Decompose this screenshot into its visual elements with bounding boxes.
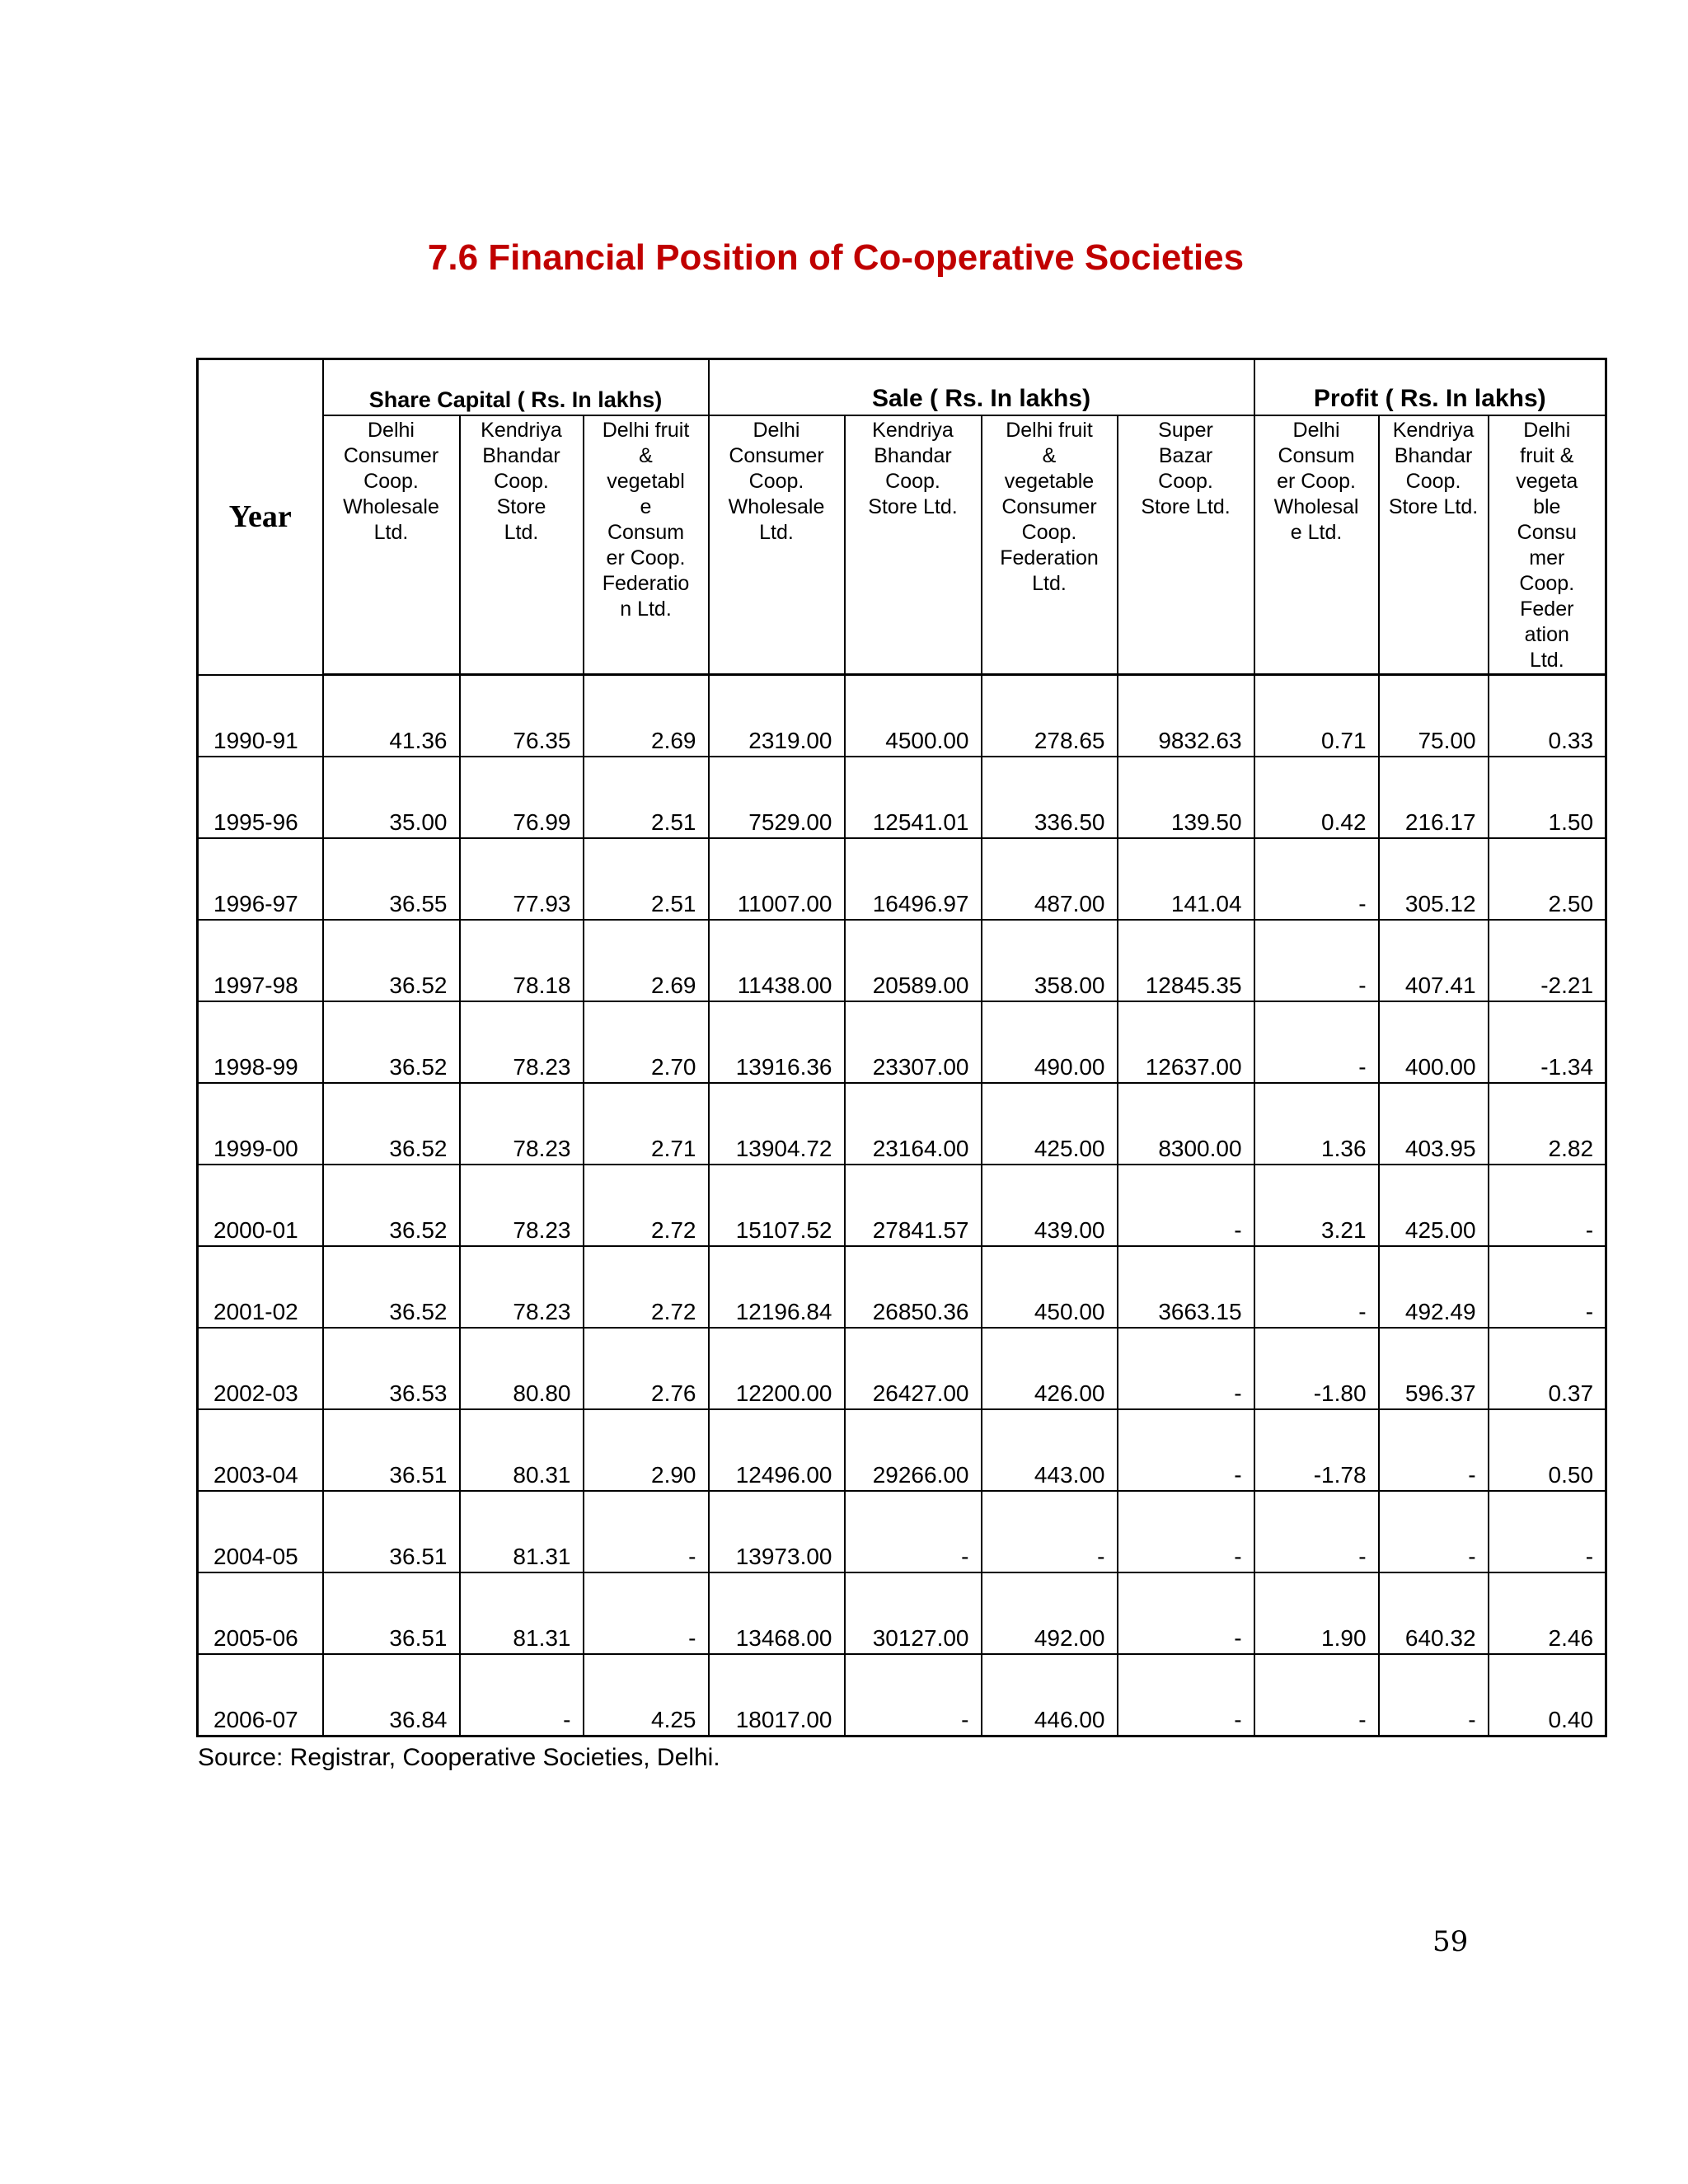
value-cell: - [1254, 1654, 1379, 1736]
group-header-row [198, 359, 1606, 416]
column-header-line: vegetable [1004, 470, 1095, 493]
value-cell: 12496.00 [709, 1409, 845, 1491]
value-cell: 358.00 [982, 920, 1118, 1001]
value-cell: 16496.97 [845, 838, 982, 920]
column-header-line: er Coop. [1277, 470, 1356, 493]
value-cell: 450.00 [982, 1246, 1118, 1328]
table-row [198, 1001, 1606, 1083]
value-cell: 0.33 [1489, 675, 1606, 757]
value-cell: 7529.00 [709, 757, 845, 838]
column-header-line: Ltd. [1529, 649, 1564, 672]
value-cell: 0.42 [1254, 757, 1379, 838]
column-header-line: Delhi [368, 419, 415, 442]
value-cell: -1.78 [1254, 1409, 1379, 1491]
value-cell: 15107.52 [709, 1165, 845, 1246]
value-cell: 596.37 [1379, 1328, 1489, 1409]
value-cell: 78.23 [460, 1246, 584, 1328]
column-header-line: Bhandar [1394, 444, 1473, 467]
value-cell: - [1379, 1654, 1489, 1736]
column-header-line: e [640, 495, 652, 518]
value-cell: 487.00 [982, 838, 1118, 920]
value-cell: 36.52 [323, 1083, 460, 1165]
value-cell: 76.35 [460, 675, 584, 757]
value-cell: 80.31 [460, 1409, 584, 1491]
column-header-line: Coop. [1519, 572, 1575, 595]
value-cell: 3.21 [1254, 1165, 1379, 1246]
column-header-line: Federatio [602, 572, 690, 595]
value-cell: 26427.00 [845, 1328, 982, 1409]
value-cell: 12196.84 [709, 1246, 845, 1328]
value-cell: 490.00 [982, 1001, 1118, 1083]
value-cell: 78.23 [460, 1083, 584, 1165]
value-cell: 36.52 [323, 1001, 460, 1083]
column-header-line: Coop. [494, 470, 549, 493]
value-cell: 29266.00 [845, 1409, 982, 1491]
year-cell: 2003-04 [198, 1409, 323, 1491]
value-cell: - [1489, 1491, 1606, 1572]
page-title-text: 7.6 Financial Position of Co-operative Societies [427, 237, 1245, 278]
column-header-line: Kendriya [1392, 419, 1475, 442]
value-cell: 75.00 [1379, 675, 1489, 757]
column-header-line: Coop. [1158, 470, 1213, 493]
value-cell: - [1118, 1654, 1254, 1736]
column-header-line: Ltd. [373, 521, 409, 544]
table-row [198, 1572, 1606, 1654]
column-header-line: ble [1533, 495, 1561, 518]
value-cell: - [982, 1491, 1118, 1572]
column-header-line: Kendriya [481, 419, 562, 442]
value-cell: -1.80 [1254, 1328, 1379, 1409]
column-header [1254, 415, 1379, 675]
table-row [198, 675, 1606, 757]
value-cell: 2.72 [584, 1246, 709, 1328]
value-cell: 13904.72 [709, 1083, 845, 1165]
value-cell: - [845, 1654, 982, 1736]
value-cell: 4500.00 [845, 675, 982, 757]
column-header-line: er Coop. [606, 546, 686, 569]
column-header-line: Federation [1000, 546, 1099, 569]
value-cell: - [1379, 1409, 1489, 1491]
year-cell: 1996-97 [198, 838, 323, 920]
table-row [198, 1409, 1606, 1491]
value-cell: 36.51 [323, 1491, 460, 1572]
value-cell: 2.90 [584, 1409, 709, 1491]
value-cell: 2319.00 [709, 675, 845, 757]
column-header-line: Store Ltd. [1141, 495, 1231, 518]
year-cell: 1990-91 [198, 675, 323, 757]
value-cell: - [1489, 1246, 1606, 1328]
column-header-line: & [1042, 444, 1057, 467]
column-header-line: Kendriya [872, 419, 954, 442]
value-cell: 12541.01 [845, 757, 982, 838]
value-cell: 23164.00 [845, 1083, 982, 1165]
column-header-line: Store [496, 495, 546, 518]
value-cell: 426.00 [982, 1328, 1118, 1409]
table-row [198, 920, 1606, 1001]
table-row [198, 1328, 1606, 1409]
value-cell: 492.00 [982, 1572, 1118, 1654]
column-header-line: Wholesal [1273, 495, 1359, 518]
column-header-line: Bazar [1158, 444, 1213, 467]
value-cell: 2.51 [584, 838, 709, 920]
subheader-row [198, 415, 1606, 675]
year-cell: 2001-02 [198, 1246, 323, 1328]
value-cell: 1.90 [1254, 1572, 1379, 1654]
year-cell: 1997-98 [198, 920, 323, 1001]
value-cell: 2.70 [584, 1001, 709, 1083]
value-cell: 0.71 [1254, 675, 1379, 757]
value-cell: - [1254, 1491, 1379, 1572]
column-header-line: vegeta [1516, 470, 1578, 493]
value-cell: 2.72 [584, 1165, 709, 1246]
value-cell: 36.51 [323, 1572, 460, 1654]
value-cell: - [1379, 1491, 1489, 1572]
value-cell: 443.00 [982, 1409, 1118, 1491]
column-header-line: Store Ltd. [1388, 495, 1479, 518]
table-body [198, 675, 1606, 1736]
value-cell: 336.50 [982, 757, 1118, 838]
column-header-line: Super [1158, 419, 1213, 442]
column-header-line: Consumer [729, 444, 824, 467]
column-header-line: e Ltd. [1290, 521, 1343, 544]
value-cell: 78.18 [460, 920, 584, 1001]
value-cell: 439.00 [982, 1165, 1118, 1246]
value-cell: 2.50 [1489, 838, 1606, 920]
value-cell: 4.25 [584, 1654, 709, 1736]
value-cell: 11007.00 [709, 838, 845, 920]
value-cell: 407.41 [1379, 920, 1489, 1001]
value-cell: 13468.00 [709, 1572, 845, 1654]
value-cell: 23307.00 [845, 1001, 982, 1083]
column-header [1379, 415, 1489, 675]
value-cell: 9832.63 [1118, 675, 1254, 757]
column-header-line: Consum [607, 521, 685, 544]
page-number: 59 [1432, 1925, 1469, 1958]
value-cell: 2.69 [584, 675, 709, 757]
value-cell: - [460, 1654, 584, 1736]
value-cell: 2.51 [584, 757, 709, 838]
table-row [198, 838, 1606, 920]
value-cell: 446.00 [982, 1654, 1118, 1736]
value-cell: - [1489, 1165, 1606, 1246]
value-cell: -1.34 [1489, 1001, 1606, 1083]
value-cell: 78.23 [460, 1001, 584, 1083]
column-header-line: Delhi [1292, 419, 1340, 442]
value-cell: - [1118, 1491, 1254, 1572]
year-header: Year [198, 359, 323, 675]
value-cell: 141.04 [1118, 838, 1254, 920]
table-row [198, 757, 1606, 838]
column-header-line: Ltd. [759, 521, 794, 544]
value-cell: 139.50 [1118, 757, 1254, 838]
column-header [982, 415, 1118, 675]
year-cell: 2002-03 [198, 1328, 323, 1409]
column-header [1489, 415, 1606, 675]
value-cell: 36.52 [323, 920, 460, 1001]
column-header [584, 415, 709, 675]
value-cell: 81.31 [460, 1491, 584, 1572]
value-cell: 76.99 [460, 757, 584, 838]
column-header [1118, 415, 1254, 675]
page-title [0, 237, 1688, 279]
financial-table [196, 358, 1607, 1737]
column-header-line: vegetabl [607, 470, 685, 493]
column-header-line: Consumer [343, 444, 439, 467]
value-cell: 492.49 [1379, 1246, 1489, 1328]
column-header-line: Coop. [1021, 521, 1077, 544]
value-cell: 0.50 [1489, 1409, 1606, 1491]
value-cell: - [1118, 1572, 1254, 1654]
value-cell: 403.95 [1379, 1083, 1489, 1165]
column-header [460, 415, 584, 675]
value-cell: - [1254, 920, 1379, 1001]
column-header-line: Ltd. [504, 521, 539, 544]
share-capital-header: Share Capital ( Rs. In lakhs) [323, 359, 709, 416]
table-row [198, 1165, 1606, 1246]
value-cell: - [1118, 1165, 1254, 1246]
table-row [198, 1491, 1606, 1572]
value-cell: 2.76 [584, 1328, 709, 1409]
value-cell: 30127.00 [845, 1572, 982, 1654]
value-cell: 26850.36 [845, 1246, 982, 1328]
year-cell: 2006-07 [198, 1654, 323, 1736]
value-cell: 12200.00 [709, 1328, 845, 1409]
value-cell: 36.52 [323, 1246, 460, 1328]
column-header-line: Delhi fruit [602, 419, 690, 442]
profit-header: Profit ( Rs. In lakhs) [1254, 359, 1606, 416]
column-header-line: Consu [1517, 521, 1577, 544]
year-cell: 1998-99 [198, 1001, 323, 1083]
value-cell: 425.00 [982, 1083, 1118, 1165]
column-header-line: Delhi fruit [1006, 419, 1093, 442]
column-header-line: Ltd. [1032, 572, 1067, 595]
value-cell: - [1118, 1328, 1254, 1409]
year-cell: 1995-96 [198, 757, 323, 838]
value-cell: 77.93 [460, 838, 584, 920]
value-cell: 425.00 [1379, 1165, 1489, 1246]
value-cell: 78.23 [460, 1165, 584, 1246]
value-cell: 305.12 [1379, 838, 1489, 920]
value-cell: 36.52 [323, 1165, 460, 1246]
value-cell: - [1254, 1001, 1379, 1083]
value-cell: 12637.00 [1118, 1001, 1254, 1083]
value-cell: 36.55 [323, 838, 460, 920]
table-row [198, 1083, 1606, 1165]
column-header-line: Delhi [753, 419, 800, 442]
value-cell: 41.36 [323, 675, 460, 757]
value-cell: 8300.00 [1118, 1083, 1254, 1165]
value-cell: 0.40 [1489, 1654, 1606, 1736]
year-cell: 2005-06 [198, 1572, 323, 1654]
value-cell: 20589.00 [845, 920, 982, 1001]
value-cell: 278.65 [982, 675, 1118, 757]
year-cell: 1999-00 [198, 1083, 323, 1165]
value-cell: 400.00 [1379, 1001, 1489, 1083]
column-header-line: mer [1529, 546, 1565, 569]
value-cell: 3663.15 [1118, 1246, 1254, 1328]
column-header [845, 415, 982, 675]
value-cell: - [1254, 1246, 1379, 1328]
column-header-line: Store Ltd. [868, 495, 958, 518]
value-cell: 2.71 [584, 1083, 709, 1165]
table-row [198, 1246, 1606, 1328]
value-cell: 13916.36 [709, 1001, 845, 1083]
value-cell: 1.36 [1254, 1083, 1379, 1165]
value-cell: - [584, 1572, 709, 1654]
column-header-line: Coop. [748, 470, 804, 493]
value-cell: 36.84 [323, 1654, 460, 1736]
value-cell: 12845.35 [1118, 920, 1254, 1001]
column-header-line: n Ltd. [620, 598, 672, 621]
column-header-line: fruit & [1520, 444, 1574, 467]
column-header-line: Coop. [1405, 470, 1461, 493]
value-cell: - [584, 1491, 709, 1572]
column-header-line: & [639, 444, 653, 467]
value-cell: 2.69 [584, 920, 709, 1001]
value-cell: 0.37 [1489, 1328, 1606, 1409]
value-cell: 35.00 [323, 757, 460, 838]
value-cell: 216.17 [1379, 757, 1489, 838]
value-cell: 1.50 [1489, 757, 1606, 838]
value-cell: 27841.57 [845, 1165, 982, 1246]
source-note: Source: Registrar, Cooperative Societies, Delhi. [198, 1744, 720, 1771]
value-cell: - [1118, 1409, 1254, 1491]
column-header-line: Feder [1520, 598, 1574, 621]
column-header-line: Consum [1278, 444, 1355, 467]
year-cell: 2000-01 [198, 1165, 323, 1246]
column-header-line: Wholesale [728, 495, 825, 518]
column-header [709, 415, 845, 675]
column-header [323, 415, 460, 675]
table-row [198, 1654, 1606, 1736]
value-cell: 2.82 [1489, 1083, 1606, 1165]
column-header-line: Delhi [1523, 419, 1571, 442]
column-header-line: Bhandar [874, 444, 952, 467]
value-cell: 11438.00 [709, 920, 845, 1001]
column-header-line: Bhandar [482, 444, 560, 467]
column-header-line: Coop. [363, 470, 419, 493]
year-cell: 2004-05 [198, 1491, 323, 1572]
value-cell: 36.53 [323, 1328, 460, 1409]
value-cell: 640.32 [1379, 1572, 1489, 1654]
value-cell: 13973.00 [709, 1491, 845, 1572]
column-header-line: Consumer [1001, 495, 1097, 518]
value-cell: 81.31 [460, 1572, 584, 1654]
value-cell: 80.80 [460, 1328, 584, 1409]
sale-header: Sale ( Rs. In lakhs) [709, 359, 1254, 416]
value-cell: 2.46 [1489, 1572, 1606, 1654]
value-cell: - [1254, 838, 1379, 920]
value-cell: -2.21 [1489, 920, 1606, 1001]
column-header-line: ation [1524, 623, 1569, 646]
value-cell: 36.51 [323, 1409, 460, 1491]
column-header-line: Coop. [885, 470, 940, 493]
value-cell: 18017.00 [709, 1654, 845, 1736]
column-header-line: Wholesale [343, 495, 439, 518]
value-cell: - [845, 1491, 982, 1572]
